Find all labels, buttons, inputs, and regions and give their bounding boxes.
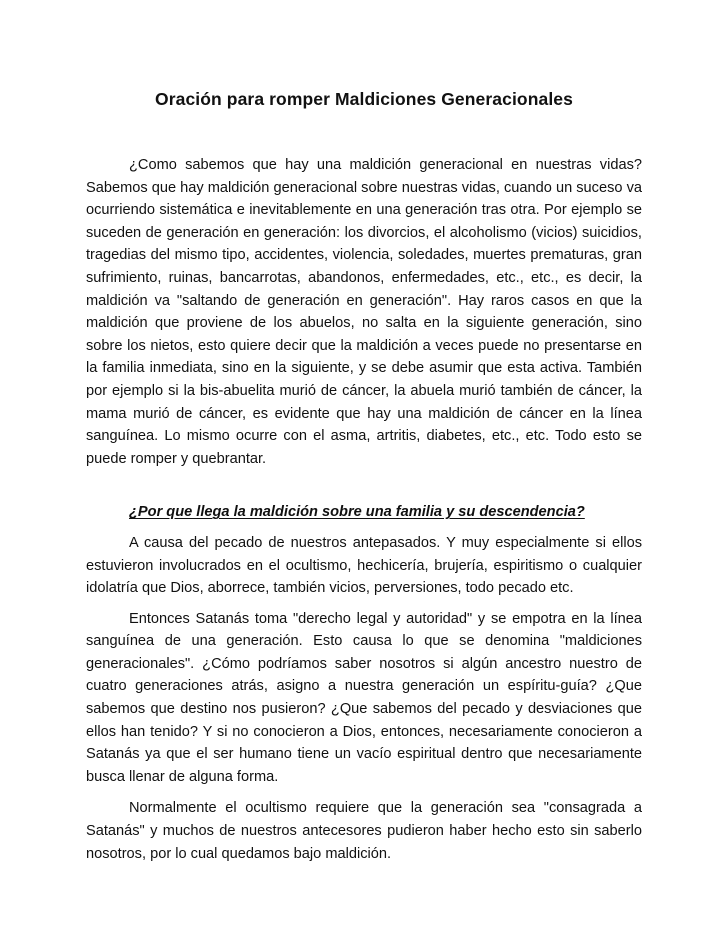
paragraph-cause: A causa del pecado de nuestros antepasados. Y muy especialmente si ellos estuvieron involucrados en el ocultismo, hechicería, brujería, espiritismo o cualquier idolatría que Dios, aborrece, también vicios, perversiones, todo pecado etc.	[86, 534, 642, 597]
question-heading: ¿Por que llega la maldición sobre una familia y su descendencia?	[129, 504, 585, 521]
paragraph-intro: ¿Como sabemos que hay una maldición generacional en nuestras vidas? Sabemos que hay maldición generacional sobre nuestras vidas, cuando un suceso va ocurriendo sistemática e inevitablemente en una generación tras otra. Por ejemplo se suceden de generación en generación: los divorcios, el alcoholismo (vicios) suicidios, tragedias del mismo tipo, accidentes, violencia, soledades, muertes prematuras, gran sufrimiento, ruinas, bancarrotas, abandonos, enfermedades, etc., etc., es decir, la maldición va "saltando de generación en generación". Hay raros casos en que la maldición que proviene de los abuelos, no salta en la siguiente generación, sino sobre los nietos, esto quiere decir que la maldición a veces puede no presentarse en la familia inmediata, sino en la siguiente, y se debe asumir que esta activa. También por ejemplo si la bis-abuelita murió de cáncer, la abuela murió también de cáncer, la mama murió de cáncer, es evidente que hay una maldición de cáncer en la línea sanguínea. Lo mismo ocurre con el asma, artritis, diabetes, etc., etc. Todo esto se puede romper y quebrantar.	[86, 157, 642, 467]
paragraph-occultism: Normalmente el ocultismo requiere que la generación sea "consagrada a Satanás" y muchos de nuestros antecesores pudieron haber hecho esto sin saberlo nosotros, por lo cual quedamos bajo maldición.	[86, 800, 642, 862]
section-heading	[86, 501, 642, 524]
paragraph-satan: Entonces Satanás toma "derecho legal y autoridad" y se empotra en la línea sanguínea de una generación. Esto causa lo que se denomina "maldiciones generacionales". ¿Cómo podríamos saber nosotros si algún ancestro nuestro de cuatro generaciones atrás, asigno a nuestra generación un espíritu-guía? ¿Que sabemos que destino nos pusieron? ¿Que sabemos del pecado y desviaciones que ellos han tenido? Y si no conocieron a Dios, entonces, necesariamente conocieron a Satanás ya que el ser humano tiene un vacío espiritual dentro que necesariamente busca llenar de alguna forma.	[86, 610, 642, 785]
document-body	[86, 154, 642, 865]
document-title: Oración para romper Maldiciones Generacionales	[155, 89, 573, 109]
